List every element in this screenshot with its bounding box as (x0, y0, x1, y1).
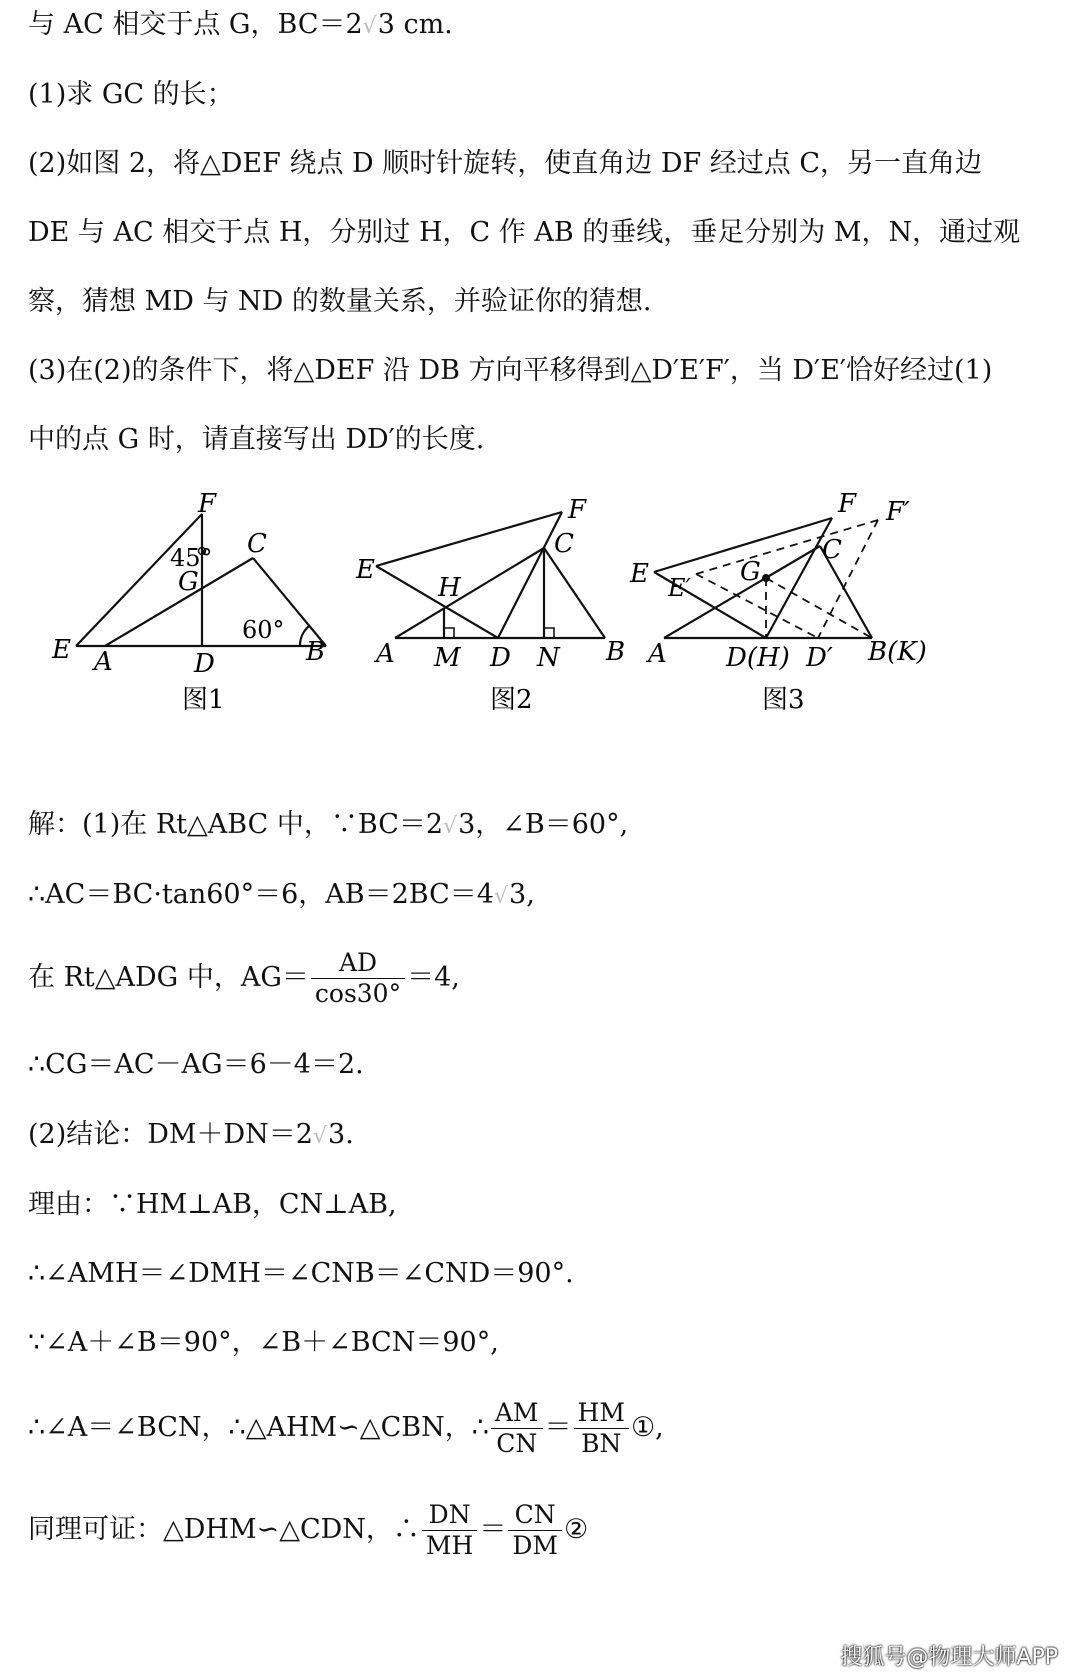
question-1: (1)求 GC 的长； (28, 79, 234, 110)
fig2-label-F: F (568, 495, 587, 525)
question-3-line-1: (3)在(2)的条件下，将△DEF 沿 DB 方向平移得到△D′E′F′，当 D′E′恰好经过(1) (28, 355, 993, 386)
solution-line-1: 解：(1)在 Rt△ABC 中，∵BC＝2√ 3，∠B＝60°, (28, 808, 628, 844)
fig2-edge-ED (376, 566, 498, 638)
fig3-label-DH: D(H) (726, 643, 790, 673)
fig1-label-A: A (94, 647, 113, 677)
fig3-label-Dprime: D′ (806, 643, 833, 673)
watermark: 搜狐号@物理大师APP (840, 1645, 1058, 1670)
fig1-label-E: E (52, 635, 71, 665)
fig3-label-A: A (648, 639, 667, 669)
fig2-edge-FD (498, 512, 562, 638)
geometry-figures (50, 488, 950, 718)
fig2-label-D: D (490, 643, 511, 673)
fig1-label-G: G (178, 567, 199, 597)
fig3-label-E: E (630, 559, 649, 589)
fig2-label-H: H (438, 573, 461, 603)
fig3-label-G: G (740, 557, 761, 587)
fig3-point-G (762, 574, 770, 582)
solution-line-4: ∴CG＝AC－AG＝6－4＝2. (28, 1049, 364, 1080)
fig2-edge-CB (544, 548, 605, 638)
solution-line-10: 同理可证：△DHM∽△CDN，∴ $\frac{DN}{MH}$ ＝ $\frac{CN}{DM}$ ② (28, 1500, 589, 1560)
problem-line-1: 与 AC 相交于点 G，BC＝2√ 3 cm. (28, 8, 453, 44)
figure-1 (76, 514, 326, 646)
fraction-HM-BN: $\frac{HM}{BN}$ (574, 1398, 629, 1459)
fig2-label-A: A (376, 639, 395, 669)
question-2-line-3: 察，猜想 MD 与 ND 的数量关系，并验证你的猜想. (28, 286, 652, 317)
fraction-AD-cos30: $\frac{AD}{\cos 30^\circ}$ (311, 948, 405, 1009)
fig3-label-Eprime: E′ (668, 574, 691, 602)
fraction-CN-DM: $\frac{CN}{DM}$ (508, 1500, 562, 1561)
solution-line-3: 在 Rt△ADG 中，AG＝ $\frac{AD}{\cos 30^\circ}$ ＝4, (28, 948, 460, 1008)
sqrt-sign: √ 3 (494, 879, 526, 910)
sqrt-sign: √ 3 (313, 1119, 345, 1150)
fig2-label-M: M (434, 643, 461, 673)
fraction-AM-CN: $\frac{AM}{CN}$ (491, 1398, 543, 1459)
solution-line-9: ∴∠A＝∠BCN，∴△AHM∽△CBN，∴ $\frac{AM}{CN}$ ＝ $\frac{HM}{BN}$ ①, (28, 1398, 664, 1458)
fig1-caption: 图1 (182, 685, 225, 715)
fig1-label-B: B (306, 637, 326, 667)
fig1-label-F: F (198, 489, 217, 519)
fig2-label-N: N (537, 643, 560, 673)
question-2-line-1: (2)如图 2，将△DEF 绕点 D 顺时针旋转，使直角边 DF 经过点 C，另一直角边 (28, 148, 983, 179)
fraction-DN-MH: $\frac{DN}{MH}$ (422, 1500, 477, 1561)
fig2-right-angle-N (544, 628, 554, 638)
fig3-label-BK: B(K) (868, 637, 927, 667)
solution-line-7: ∴∠AMH＝∠DMH＝∠CNB＝∠CND＝90°. (28, 1258, 574, 1289)
question-3-line-2: 中的点 G 时，请直接写出 DD′的长度. (28, 424, 485, 455)
fig3-label-C: C (822, 535, 842, 565)
fig1-label-C: C (247, 529, 267, 559)
fig1-label-D: D (194, 649, 215, 679)
fig3-caption: 图3 (762, 685, 805, 715)
fig2-label-E: E (356, 555, 375, 585)
sqrt-sign: √ 3 (443, 809, 475, 840)
fig2-caption: 图2 (490, 685, 533, 715)
fig2-right-angle-M (444, 628, 454, 638)
solution-line-6: 理由：∵HM⊥AB，CN⊥AB, (28, 1189, 397, 1220)
sqrt-sign: √ 3 (363, 9, 395, 40)
fig1-label-60: 60° (242, 616, 285, 644)
fig3-label-F: F (838, 489, 857, 519)
fig2-edge-EF (376, 512, 562, 566)
fig1-label-45: 45° (170, 544, 213, 572)
solution-line-8: ∵∠A＋∠B＝90°，∠B＋∠BCN＝90°, (28, 1327, 499, 1358)
figure-3-translated (696, 520, 878, 638)
solution-line-5: (2)结论：DM＋DN＝2√ 3. (28, 1118, 354, 1154)
fig2-label-B: B (606, 637, 626, 667)
fig3-label-Fprime: F′ (886, 497, 910, 527)
question-2-line-2: DE 与 AC 相交于点 H，分别过 H，C 作 AB 的垂线，垂足分别为 M，N，通过观 (28, 217, 1021, 248)
solution-line-2: ∴AC＝BC·tan60°＝6，AB＝2BC＝4√ 3, (28, 878, 535, 914)
fig2-label-C: C (554, 529, 574, 559)
